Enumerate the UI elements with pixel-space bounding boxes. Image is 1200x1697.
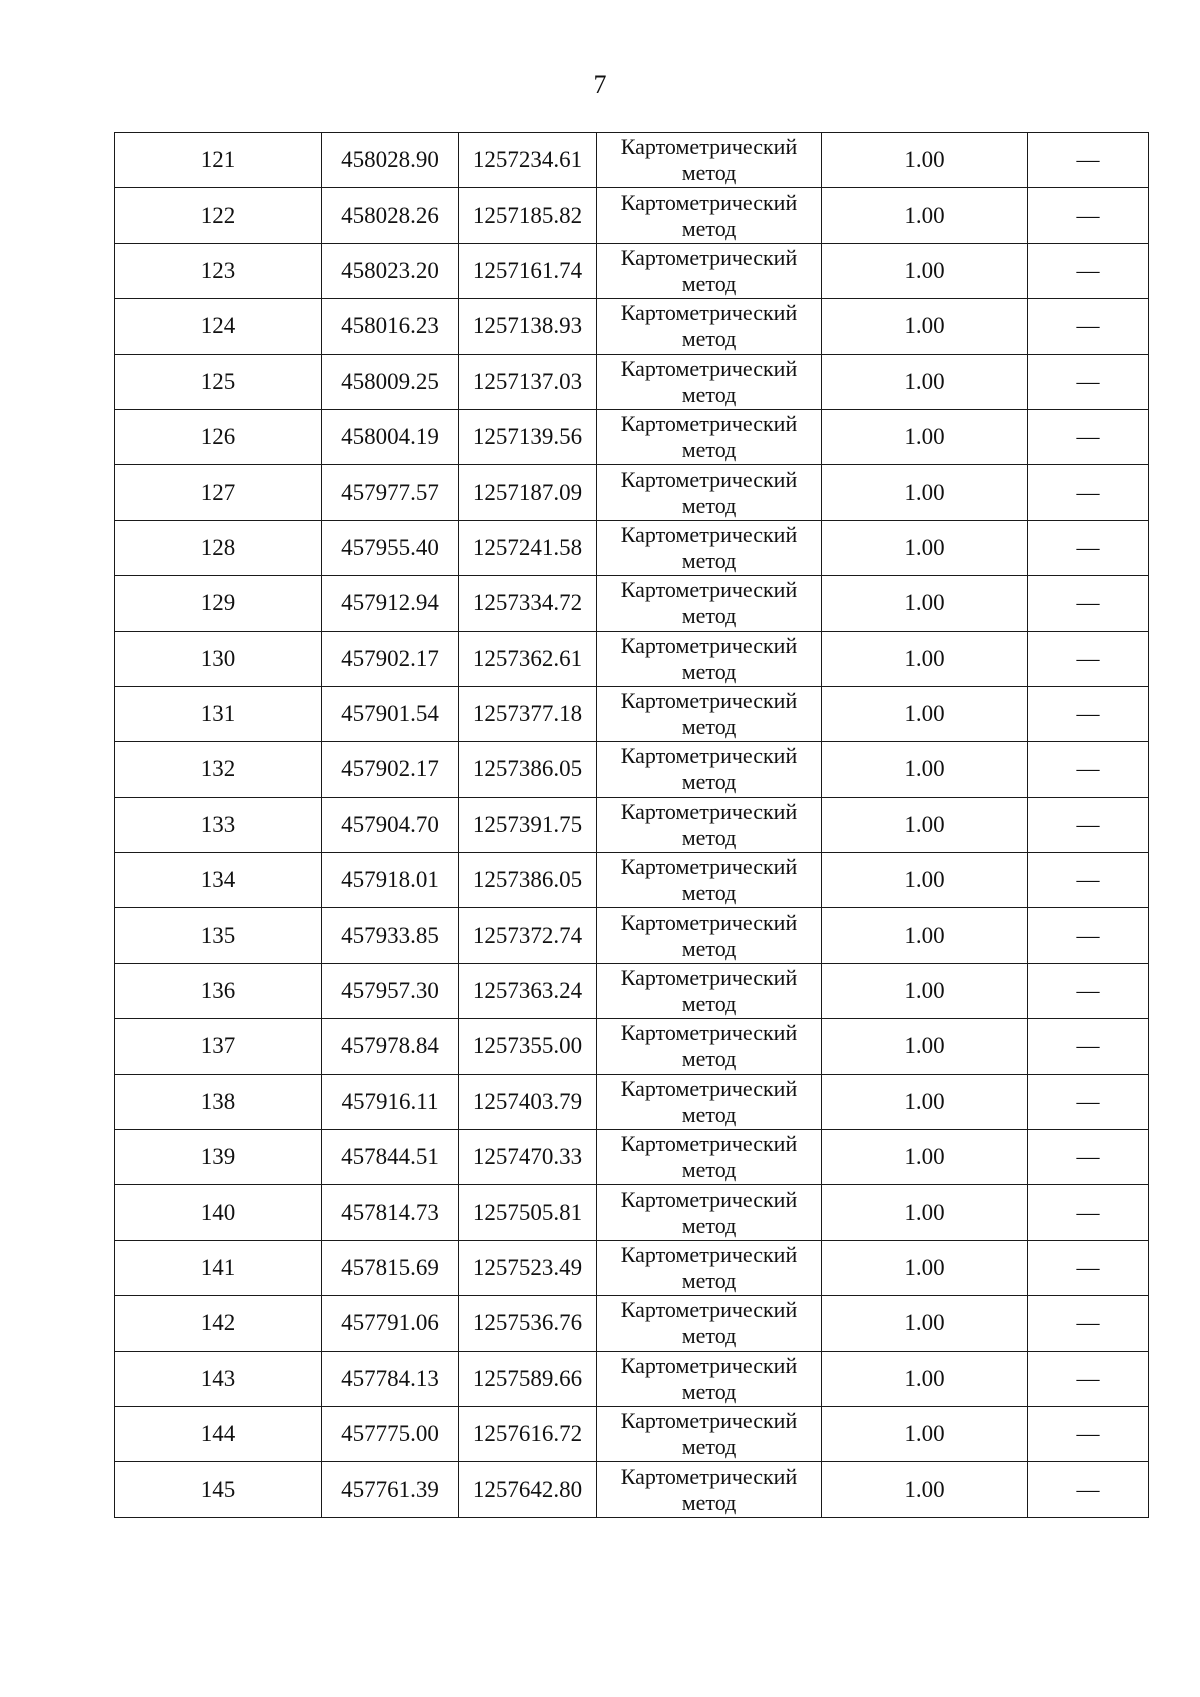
table-row <box>115 1130 1149 1185</box>
table-row <box>115 1074 1149 1129</box>
description-cell: — <box>1028 1074 1149 1129</box>
point-number-cell: 123 <box>115 243 322 298</box>
method-line-2: метод <box>681 880 737 906</box>
method-cell <box>597 409 822 464</box>
table-row <box>115 465 1149 520</box>
method-line-1: Картометрический <box>620 411 798 437</box>
method-line-2: метод <box>681 1489 737 1515</box>
y-coordinate-cell: 1257234.61 <box>459 133 597 188</box>
y-coordinate-cell: 1257377.18 <box>459 686 597 741</box>
y-coordinate-cell: 1257334.72 <box>459 576 597 631</box>
table-row <box>115 1240 1149 1295</box>
description-cell: — <box>1028 853 1149 908</box>
y-coordinate-cell: 1257372.74 <box>459 908 597 963</box>
method-cell <box>597 188 822 243</box>
point-number-cell: 126 <box>115 409 322 464</box>
x-coordinate-cell: 457955.40 <box>322 520 459 575</box>
table-row <box>115 1351 1149 1406</box>
accuracy-cell: 1.00 <box>822 1130 1028 1185</box>
y-coordinate-cell: 1257523.49 <box>459 1240 597 1295</box>
x-coordinate-cell: 457844.51 <box>322 1130 459 1185</box>
coordinates-table <box>114 132 1149 1518</box>
method-line-2: метод <box>681 824 737 850</box>
table-row <box>115 686 1149 741</box>
description-cell: — <box>1028 520 1149 575</box>
table-row <box>115 908 1149 963</box>
accuracy-cell: 1.00 <box>822 243 1028 298</box>
method-line-2: метод <box>681 270 737 296</box>
method-line-2: метод <box>681 326 737 352</box>
y-coordinate-cell: 1257616.72 <box>459 1406 597 1461</box>
x-coordinate-cell: 458028.90 <box>322 133 459 188</box>
point-number-cell: 132 <box>115 742 322 797</box>
method-cell <box>597 354 822 409</box>
x-coordinate-cell: 457901.54 <box>322 686 459 741</box>
description-cell: — <box>1028 465 1149 520</box>
method-line-2: метод <box>681 1434 737 1460</box>
method-line-1: Картометрический <box>620 965 798 991</box>
table-row <box>115 797 1149 852</box>
method-line-2: метод <box>681 603 737 629</box>
point-number-cell: 141 <box>115 1240 322 1295</box>
accuracy-cell: 1.00 <box>822 354 1028 409</box>
accuracy-cell: 1.00 <box>822 188 1028 243</box>
point-number-cell: 144 <box>115 1406 322 1461</box>
method-line-1: Картометрический <box>620 134 798 160</box>
x-coordinate-cell: 457815.69 <box>322 1240 459 1295</box>
description-cell: — <box>1028 1462 1149 1517</box>
x-coordinate-cell: 458004.19 <box>322 409 459 464</box>
method-cell <box>597 1074 822 1129</box>
y-coordinate-cell: 1257536.76 <box>459 1296 597 1351</box>
description-cell: — <box>1028 1019 1149 1074</box>
y-coordinate-cell: 1257589.66 <box>459 1351 597 1406</box>
method-cell <box>597 1130 822 1185</box>
method-line-1: Картометрический <box>620 1297 798 1323</box>
accuracy-cell: 1.00 <box>822 1074 1028 1129</box>
x-coordinate-cell: 457902.17 <box>322 631 459 686</box>
x-coordinate-cell: 457902.17 <box>322 742 459 797</box>
table-row <box>115 520 1149 575</box>
x-coordinate-cell: 457814.73 <box>322 1185 459 1240</box>
table-row <box>115 1462 1149 1517</box>
method-cell <box>597 686 822 741</box>
point-number-cell: 143 <box>115 1351 322 1406</box>
x-coordinate-cell: 457791.06 <box>322 1296 459 1351</box>
method-cell <box>597 1462 822 1517</box>
y-coordinate-cell: 1257187.09 <box>459 465 597 520</box>
method-line-2: метод <box>681 381 737 407</box>
description-cell: — <box>1028 1240 1149 1295</box>
method-cell <box>597 520 822 575</box>
accuracy-cell: 1.00 <box>822 1019 1028 1074</box>
description-cell: — <box>1028 188 1149 243</box>
description-cell: — <box>1028 686 1149 741</box>
method-line-1: Картометрический <box>620 854 798 880</box>
y-coordinate-cell: 1257241.58 <box>459 520 597 575</box>
y-coordinate-cell: 1257403.79 <box>459 1074 597 1129</box>
y-coordinate-cell: 1257470.33 <box>459 1130 597 1185</box>
y-coordinate-cell: 1257362.61 <box>459 631 597 686</box>
method-line-2: метод <box>681 1212 737 1238</box>
table-row <box>115 354 1149 409</box>
accuracy-cell: 1.00 <box>822 1240 1028 1295</box>
description-cell: — <box>1028 243 1149 298</box>
method-line-1: Картометрический <box>620 798 798 824</box>
method-cell <box>597 243 822 298</box>
point-number-cell: 129 <box>115 576 322 631</box>
coordinates-table-body <box>115 133 1149 1518</box>
point-number-cell: 136 <box>115 963 322 1018</box>
accuracy-cell: 1.00 <box>822 742 1028 797</box>
method-line-1: Картометрический <box>620 909 798 935</box>
accuracy-cell: 1.00 <box>822 133 1028 188</box>
description-cell: — <box>1028 963 1149 1018</box>
method-line-1: Картометрический <box>620 189 798 215</box>
method-line-1: Картометрический <box>620 521 798 547</box>
point-number-cell: 138 <box>115 1074 322 1129</box>
point-number-cell: 145 <box>115 1462 322 1517</box>
method-cell <box>597 1296 822 1351</box>
x-coordinate-cell: 457918.01 <box>322 853 459 908</box>
accuracy-cell: 1.00 <box>822 1296 1028 1351</box>
method-line-2: метод <box>681 547 737 573</box>
method-cell <box>597 1185 822 1240</box>
table-row <box>115 188 1149 243</box>
accuracy-cell: 1.00 <box>822 1406 1028 1461</box>
table-row <box>115 1019 1149 1074</box>
method-cell <box>597 797 822 852</box>
y-coordinate-cell: 1257391.75 <box>459 797 597 852</box>
description-cell: — <box>1028 1185 1149 1240</box>
point-number-cell: 131 <box>115 686 322 741</box>
method-line-1: Картометрический <box>620 466 798 492</box>
accuracy-cell: 1.00 <box>822 409 1028 464</box>
method-cell <box>597 1406 822 1461</box>
method-cell <box>597 908 822 963</box>
description-cell: — <box>1028 576 1149 631</box>
method-line-2: метод <box>681 658 737 684</box>
x-coordinate-cell: 457916.11 <box>322 1074 459 1129</box>
method-line-2: метод <box>681 215 737 241</box>
y-coordinate-cell: 1257386.05 <box>459 742 597 797</box>
method-cell <box>597 133 822 188</box>
x-coordinate-cell: 458016.23 <box>322 299 459 354</box>
method-line-2: метод <box>681 1268 737 1293</box>
method-line-2: метод <box>681 714 737 740</box>
accuracy-cell: 1.00 <box>822 1185 1028 1240</box>
method-line-1: Картометрический <box>620 743 798 769</box>
table-row <box>115 576 1149 631</box>
description-cell: — <box>1028 797 1149 852</box>
point-number-cell: 122 <box>115 188 322 243</box>
point-number-cell: 142 <box>115 1296 322 1351</box>
method-line-2: метод <box>681 1378 737 1404</box>
y-coordinate-cell: 1257138.93 <box>459 299 597 354</box>
x-coordinate-cell: 457912.94 <box>322 576 459 631</box>
description-cell: — <box>1028 133 1149 188</box>
accuracy-cell: 1.00 <box>822 1462 1028 1517</box>
accuracy-cell: 1.00 <box>822 797 1028 852</box>
accuracy-cell: 1.00 <box>822 1351 1028 1406</box>
table-row <box>115 963 1149 1018</box>
point-number-cell: 124 <box>115 299 322 354</box>
x-coordinate-cell: 457978.84 <box>322 1019 459 1074</box>
y-coordinate-cell: 1257505.81 <box>459 1185 597 1240</box>
table-row <box>115 243 1149 298</box>
accuracy-cell: 1.00 <box>822 299 1028 354</box>
y-coordinate-cell: 1257386.05 <box>459 853 597 908</box>
method-line-2: метод <box>681 160 737 186</box>
y-coordinate-cell: 1257137.03 <box>459 354 597 409</box>
accuracy-cell: 1.00 <box>822 963 1028 1018</box>
accuracy-cell: 1.00 <box>822 631 1028 686</box>
table-row <box>115 1296 1149 1351</box>
x-coordinate-cell: 457933.85 <box>322 908 459 963</box>
table-row <box>115 133 1149 188</box>
point-number-cell: 128 <box>115 520 322 575</box>
point-number-cell: 127 <box>115 465 322 520</box>
method-cell <box>597 576 822 631</box>
accuracy-cell: 1.00 <box>822 576 1028 631</box>
point-number-cell: 130 <box>115 631 322 686</box>
method-cell <box>597 1240 822 1295</box>
method-line-2: метод <box>681 1101 737 1127</box>
table-row <box>115 1406 1149 1461</box>
description-cell: — <box>1028 631 1149 686</box>
method-line-1: Картометрический <box>620 1075 798 1101</box>
method-line-1: Картометрический <box>620 1131 798 1157</box>
accuracy-cell: 1.00 <box>822 520 1028 575</box>
x-coordinate-cell: 457977.57 <box>322 465 459 520</box>
y-coordinate-cell: 1257185.82 <box>459 188 597 243</box>
point-number-cell: 139 <box>115 1130 322 1185</box>
description-cell: — <box>1028 1130 1149 1185</box>
method-cell <box>597 1351 822 1406</box>
method-line-1: Картометрический <box>620 632 798 658</box>
method-line-2: метод <box>681 1157 737 1183</box>
point-number-cell: 134 <box>115 853 322 908</box>
description-cell: — <box>1028 299 1149 354</box>
description-cell: — <box>1028 742 1149 797</box>
method-line-1: Картометрический <box>620 244 798 270</box>
table-row <box>115 409 1149 464</box>
method-cell <box>597 299 822 354</box>
method-line-1: Картометрический <box>620 300 798 326</box>
method-line-1: Картометрический <box>620 1463 798 1489</box>
x-coordinate-cell: 458009.25 <box>322 354 459 409</box>
method-cell <box>597 742 822 797</box>
description-cell: — <box>1028 1351 1149 1406</box>
method-line-1: Картометрический <box>620 688 798 714</box>
method-cell <box>597 963 822 1018</box>
description-cell: — <box>1028 1406 1149 1461</box>
y-coordinate-cell: 1257642.80 <box>459 1462 597 1517</box>
method-line-1: Картометрический <box>620 1242 798 1267</box>
y-coordinate-cell: 1257355.00 <box>459 1019 597 1074</box>
table-row <box>115 742 1149 797</box>
method-cell <box>597 1019 822 1074</box>
x-coordinate-cell: 457761.39 <box>322 1462 459 1517</box>
point-number-cell: 140 <box>115 1185 322 1240</box>
point-number-cell: 121 <box>115 133 322 188</box>
method-line-1: Картометрический <box>620 1352 798 1378</box>
table-row <box>115 1185 1149 1240</box>
method-cell <box>597 853 822 908</box>
method-line-1: Картометрический <box>620 1020 798 1046</box>
x-coordinate-cell: 458028.26 <box>322 188 459 243</box>
x-coordinate-cell: 457904.70 <box>322 797 459 852</box>
method-line-2: метод <box>681 1046 737 1072</box>
accuracy-cell: 1.00 <box>822 686 1028 741</box>
method-line-2: метод <box>681 935 737 961</box>
x-coordinate-cell: 457784.13 <box>322 1351 459 1406</box>
table-row <box>115 631 1149 686</box>
method-cell <box>597 465 822 520</box>
method-line-2: метод <box>681 1323 737 1349</box>
point-number-cell: 125 <box>115 354 322 409</box>
x-coordinate-cell: 458023.20 <box>322 243 459 298</box>
accuracy-cell: 1.00 <box>822 465 1028 520</box>
accuracy-cell: 1.00 <box>822 853 1028 908</box>
description-cell: — <box>1028 1296 1149 1351</box>
description-cell: — <box>1028 409 1149 464</box>
point-number-cell: 133 <box>115 797 322 852</box>
method-line-2: метод <box>681 991 737 1017</box>
accuracy-cell: 1.00 <box>822 908 1028 963</box>
table-row <box>115 853 1149 908</box>
page-number: 7 <box>593 70 607 99</box>
method-cell <box>597 631 822 686</box>
x-coordinate-cell: 457775.00 <box>322 1406 459 1461</box>
method-line-1: Картометрический <box>620 1408 798 1434</box>
description-cell: — <box>1028 354 1149 409</box>
method-line-1: Картометрический <box>620 1186 798 1212</box>
y-coordinate-cell: 1257363.24 <box>459 963 597 1018</box>
x-coordinate-cell: 457957.30 <box>322 963 459 1018</box>
method-line-1: Картометрический <box>620 577 798 603</box>
point-number-cell: 137 <box>115 1019 322 1074</box>
method-line-2: метод <box>681 437 737 463</box>
table-row <box>115 299 1149 354</box>
method-line-2: метод <box>681 769 737 795</box>
point-number-cell: 135 <box>115 908 322 963</box>
y-coordinate-cell: 1257161.74 <box>459 243 597 298</box>
y-coordinate-cell: 1257139.56 <box>459 409 597 464</box>
method-line-2: метод <box>681 492 737 518</box>
description-cell: — <box>1028 908 1149 963</box>
method-line-1: Картометрический <box>620 355 798 381</box>
